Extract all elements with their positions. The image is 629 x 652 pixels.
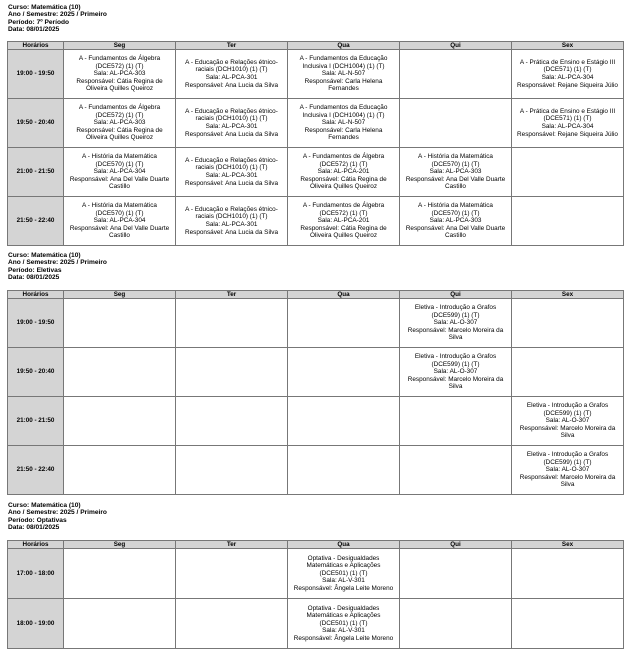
class-info-line: Optativa - Desigualdades — [307, 554, 380, 562]
time-slot: 21:50 - 22:40 — [8, 197, 64, 246]
table-row — [8, 299, 624, 348]
class-info-line: A - Fundamentos da Educação — [299, 55, 388, 63]
class-info-line: Silva — [448, 383, 463, 391]
class-info-line: A - Educação e Relações étnico- — [185, 205, 278, 213]
class-info-line: Responsável: Ângela Leite Moreno — [293, 634, 394, 642]
class-info-line: Oliveira Quilles Queiroz — [309, 232, 378, 240]
empty-cell — [400, 397, 512, 446]
semester-label: Ano / Semestre: 2025 / Primeiro — [8, 509, 107, 517]
class-info-line: Castillo — [445, 183, 466, 191]
class-info-line: Matemáticas e Aplicações — [306, 562, 381, 570]
class-info-line: Responsável: Ana Lucia da Silva — [184, 179, 279, 187]
class-info-line: Fernandes — [328, 85, 359, 93]
class-info-line: A - Fundamentos de Álgebra — [302, 202, 385, 210]
semester-label: Ano / Semestre: 2025 / Primeiro — [8, 259, 107, 267]
class-info-line: A - História da Matemática — [418, 202, 493, 210]
course-label: Curso: Matemática (10) — [8, 252, 81, 259]
class-info-line: Sala: AL-PCA-301 — [205, 221, 258, 228]
table-row — [8, 446, 624, 495]
class-info-line: Responsável: Marcelo Moreira da — [407, 375, 504, 383]
date-label: Data: 08/01/2025 — [8, 273, 60, 281]
class-info-line: A - Fundamentos de Álgebra — [78, 104, 161, 112]
class-info-line: Responsável: Cátia Regina de — [76, 77, 163, 85]
class-info-line: Sala: AL-PCA-304 — [93, 217, 146, 225]
empty-cell — [64, 299, 176, 348]
column-header: Ter — [176, 541, 288, 549]
class-cell — [64, 50, 176, 99]
empty-cell — [64, 446, 176, 495]
class-info-line: A - História da Matemática — [82, 153, 157, 161]
column-header: Ter — [176, 42, 288, 50]
class-info-line: A - Fundamentos de Álgebra — [302, 153, 385, 161]
class-info-line: (DCE571) (1) (T) — [543, 115, 592, 123]
empty-cell — [176, 299, 288, 348]
class-info-line: Eletiva - Introdução a Grafos — [526, 402, 609, 410]
empty-cell — [176, 446, 288, 495]
column-header: Sex — [512, 291, 624, 299]
class-info-line: (DCE570) (1) (T) — [431, 160, 480, 168]
class-info-line: A - Prática de Ensino e Estágio III — [519, 107, 616, 115]
empty-cell — [288, 348, 400, 397]
class-info-line: (DCE501) (1) (T) — [319, 569, 368, 577]
class-info-line: Sala: AL-PCA-301 — [205, 74, 258, 81]
class-info-line: A - Educação e Relações étnico- — [185, 107, 278, 115]
class-info-line: Responsável: Ana Lucia da Silva — [184, 130, 279, 138]
class-info-line: Inclusiva I (DCH1004) (1) (T) — [302, 111, 385, 119]
class-info-line: Responsável: Ana Lucia da Silva — [184, 228, 279, 236]
class-info-line: Castillo — [109, 183, 130, 191]
class-info-line: Eletiva - Introdução a Grafos — [414, 353, 497, 361]
class-info-line: Eletiva - Introdução a Grafos — [414, 304, 497, 312]
header-row — [8, 42, 624, 50]
table-row — [8, 99, 624, 148]
class-info-line: A - Educação e Relações étnico- — [185, 58, 278, 66]
class-cell — [176, 50, 288, 99]
empty-cell — [512, 599, 624, 649]
class-info-line: Sala: AL-O-307 — [545, 417, 590, 425]
class-info-line: Oliveira Quilles Queiroz — [85, 134, 154, 142]
class-info-line: Sala: AL-PCA-304 — [541, 74, 594, 81]
empty-cell — [64, 348, 176, 397]
empty-cell — [64, 599, 176, 649]
class-info-line: Sala: AL-V-301 — [322, 577, 365, 585]
class-info-line: (DCE571) (1) (T) — [543, 66, 592, 74]
table-row — [8, 599, 624, 649]
class-info-line: A - Fundamentos da Educação — [299, 104, 388, 112]
column-header: Horários — [8, 291, 64, 299]
table-row — [8, 197, 624, 246]
class-info-line: Eletiva - Introdução a Grafos — [526, 451, 609, 459]
schedule-table-7th-period — [7, 41, 624, 246]
class-info-line: A - História da Matemática — [418, 153, 493, 161]
class-cell — [288, 197, 400, 246]
table-row — [8, 148, 624, 197]
column-header: Qua — [288, 541, 400, 549]
column-header: Horários — [8, 541, 64, 549]
class-cell — [64, 99, 176, 148]
class-info-line: (DCE570) (1) (T) — [95, 160, 144, 168]
class-info-line: Responsável: Marcelo Moreira da — [519, 424, 616, 432]
schedule-header-1 — [8, 4, 107, 33]
class-info-line: (DCE599) (1) (T) — [431, 311, 480, 319]
class-info-line: Responsável: Ana Del Valle Duarte — [405, 224, 506, 232]
class-info-line: Responsável: Marcelo Moreira da — [407, 326, 504, 334]
class-cell — [288, 50, 400, 99]
empty-cell — [288, 299, 400, 348]
class-cell — [512, 446, 624, 495]
class-info-line: Sala: AL-O-307 — [545, 466, 590, 474]
class-info-line: Sala: AL-PCA-303 — [93, 70, 146, 78]
schedule-table-optional — [7, 540, 624, 649]
class-info-line: Castillo — [109, 232, 130, 240]
class-info-line: Silva — [560, 481, 575, 489]
column-header: Ter — [176, 291, 288, 299]
column-header: Qui — [400, 541, 512, 549]
empty-cell — [64, 397, 176, 446]
class-info-line: Sala: AL-PCA-304 — [541, 123, 594, 130]
class-info-line: Optativa - Desigualdades — [307, 604, 380, 612]
schedule-header-2 — [8, 252, 107, 281]
class-info-line: Sala: AL-PCA-201 — [317, 217, 370, 225]
empty-cell — [512, 299, 624, 348]
class-cell — [64, 148, 176, 197]
time-slot: 18:00 - 19:00 — [8, 599, 64, 649]
class-info-line: Responsável: Ana Lucia da Silva — [184, 81, 279, 89]
class-info-line: Sala: AL-O-307 — [433, 319, 478, 327]
class-info-line: (DCE599) (1) (T) — [543, 458, 592, 466]
class-cell — [176, 99, 288, 148]
semester-label: Ano / Semestre: 2025 / Primeiro — [8, 11, 107, 19]
class-cell — [400, 148, 512, 197]
class-cell — [400, 348, 512, 397]
class-info-line: Inclusiva I (DCH1004) (1) (T) — [302, 62, 385, 70]
schedule-header-3 — [8, 502, 107, 531]
class-info-line: Silva — [448, 334, 463, 342]
date-label: Data: 08/01/2025 — [8, 523, 60, 531]
class-cell — [176, 148, 288, 197]
class-info-line: (DCE572) (1) (T) — [95, 111, 144, 119]
empty-cell — [512, 348, 624, 397]
class-cell — [400, 299, 512, 348]
time-slot: 21:00 - 21:50 — [8, 148, 64, 197]
empty-cell — [400, 549, 512, 599]
class-info-line: Responsável: Rejane Siqueira Júlio — [517, 130, 618, 138]
period-label: Período: Optativas — [8, 516, 67, 524]
column-header: Sex — [512, 42, 624, 50]
class-info-line: Responsável: Cátia Regina de — [300, 224, 387, 232]
empty-cell — [400, 99, 512, 148]
class-info-line: A - Prática de Ensino e Estágio III — [519, 58, 616, 66]
empty-cell — [176, 599, 288, 649]
class-info-line: Sala: AL-N-507 — [321, 70, 366, 78]
time-slot: 19:50 - 20:40 — [8, 348, 64, 397]
class-info-line: raciais (DCH1010) (1) (T) — [195, 66, 268, 74]
column-header: Seg — [64, 42, 176, 50]
class-info-line: Castillo — [445, 232, 466, 240]
class-info-line: raciais (DCH1010) (1) (T) — [195, 164, 268, 172]
class-cell — [176, 197, 288, 246]
column-header: Seg — [64, 541, 176, 549]
class-info-line: raciais (DCH1010) (1) (T) — [195, 115, 268, 123]
class-info-line: Sala: AL-PCA-304 — [93, 168, 146, 176]
column-header: Sex — [512, 541, 624, 549]
class-info-line: Fernandes — [328, 134, 359, 142]
class-info-line: Responsável: Cátia Regina de — [300, 175, 387, 183]
class-cell — [512, 50, 624, 99]
class-info-line: (DCE572) (1) (T) — [95, 62, 144, 70]
time-slot: 17:00 - 18:00 — [8, 549, 64, 599]
course-label: Curso: Matemática (10) — [8, 4, 81, 11]
class-info-line: Oliveira Quilles Queiroz — [85, 85, 154, 93]
date-label: Data: 08/01/2025 — [8, 25, 60, 33]
class-info-line: Responsável: Rejane Siqueira Júlio — [517, 81, 618, 89]
empty-cell — [176, 549, 288, 599]
schedule-table-electives — [7, 290, 624, 495]
class-cell — [288, 549, 400, 599]
table-row — [8, 397, 624, 446]
class-info-line: A - História da Matemática — [82, 202, 157, 210]
class-info-line: (DCE570) (1) (T) — [431, 209, 480, 217]
class-info-line: Sala: AL-PCA-301 — [205, 123, 258, 130]
class-cell — [400, 197, 512, 246]
class-cell — [288, 99, 400, 148]
time-slot: 19:00 - 19:50 — [8, 50, 64, 99]
class-info-line: (DCE501) (1) (T) — [319, 619, 368, 627]
column-header: Qua — [288, 42, 400, 50]
time-slot: 19:00 - 19:50 — [8, 299, 64, 348]
class-info-line: (DCE599) (1) (T) — [543, 409, 592, 417]
empty-cell — [288, 446, 400, 495]
table-row — [8, 549, 624, 599]
class-info-line: Responsável: Ana Del Valle Duarte — [69, 224, 170, 232]
column-header: Qui — [400, 291, 512, 299]
class-info-line: Sala: AL-PCA-303 — [429, 217, 482, 225]
class-info-line: (DCE599) (1) (T) — [431, 360, 480, 368]
column-header: Qua — [288, 291, 400, 299]
class-info-line: Responsável: Cátia Regina de — [76, 126, 163, 134]
empty-cell — [176, 397, 288, 446]
header-row — [8, 541, 624, 549]
class-info-line: (DCE572) (1) (T) — [319, 160, 368, 168]
class-info-line: Sala: AL-PCA-301 — [205, 172, 258, 179]
column-header: Horários — [8, 42, 64, 50]
period-label: Período: 7º Período — [8, 18, 70, 26]
class-info-line: Sala: AL-V-301 — [322, 627, 365, 635]
class-cell — [64, 197, 176, 246]
empty-cell — [288, 397, 400, 446]
empty-cell — [512, 549, 624, 599]
class-info-line: Responsável: Ana Del Valle Duarte — [405, 175, 506, 183]
column-header: Seg — [64, 291, 176, 299]
class-info-line: Sala: AL-O-307 — [433, 368, 478, 376]
course-label: Curso: Matemática (10) — [8, 502, 81, 509]
class-info-line: Responsável: Carla Helena — [304, 77, 383, 85]
empty-cell — [64, 549, 176, 599]
class-info-line: Sala: AL-PCA-201 — [317, 168, 370, 176]
empty-cell — [400, 50, 512, 99]
time-slot: 21:50 - 22:40 — [8, 446, 64, 495]
empty-cell — [400, 599, 512, 649]
period-label: Período: Eletivas — [8, 266, 62, 274]
class-info-line: Silva — [560, 432, 575, 440]
class-info-line: A - Fundamentos de Álgebra — [78, 55, 161, 63]
class-info-line: raciais (DCH1010) (1) (T) — [195, 213, 268, 221]
class-info-line: Sala: AL-N-507 — [321, 119, 366, 127]
class-info-line: Responsável: Ângela Leite Moreno — [293, 584, 394, 592]
class-info-line: Responsável: Marcelo Moreira da — [519, 473, 616, 481]
time-slot: 19:50 - 20:40 — [8, 99, 64, 148]
class-info-line: Oliveira Quilles Queiroz — [309, 183, 378, 191]
class-cell — [288, 599, 400, 649]
class-info-line: Matemáticas e Aplicações — [306, 612, 381, 620]
class-info-line: (DCE570) (1) (T) — [95, 209, 144, 217]
empty-cell — [512, 148, 624, 197]
class-cell — [512, 99, 624, 148]
class-cell — [288, 148, 400, 197]
column-header: Qui — [400, 42, 512, 50]
class-info-line: Sala: AL-PCA-303 — [429, 168, 482, 176]
class-info-line: (DCE572) (1) (T) — [319, 209, 368, 217]
empty-cell — [176, 348, 288, 397]
class-info-line: Responsável: Carla Helena — [304, 126, 383, 134]
empty-cell — [512, 197, 624, 246]
class-info-line: A - Educação e Relações étnico- — [185, 156, 278, 164]
class-info-line: Responsável: Ana Del Valle Duarte — [69, 175, 170, 183]
class-cell — [512, 397, 624, 446]
time-slot: 21:00 - 21:50 — [8, 397, 64, 446]
table-row — [8, 348, 624, 397]
table-row — [8, 50, 624, 99]
class-info-line: Sala: AL-PCA-303 — [93, 119, 146, 127]
header-row — [8, 291, 624, 299]
empty-cell — [400, 446, 512, 495]
